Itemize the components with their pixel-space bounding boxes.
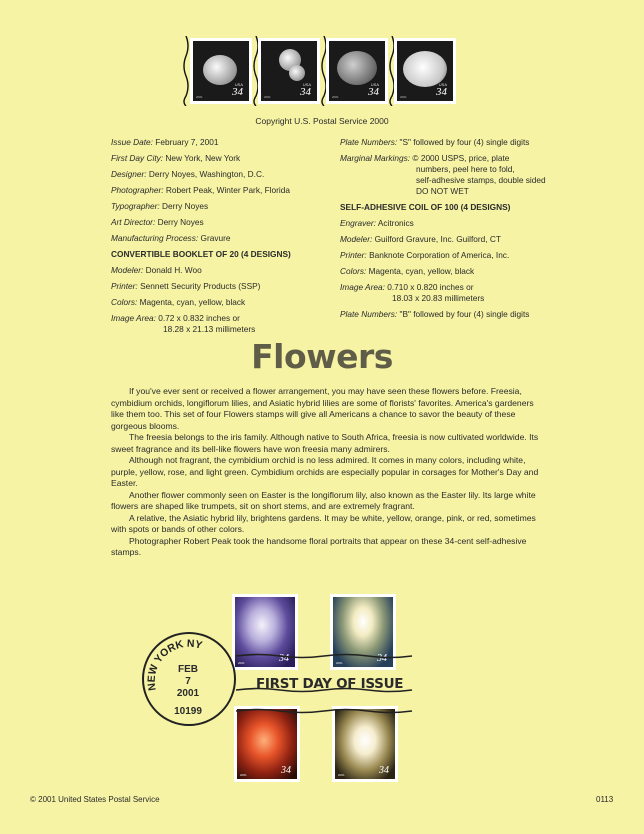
issue-date: February 7, 2001 bbox=[155, 137, 219, 147]
art-director-label: Art Director: bbox=[111, 217, 156, 227]
stamp-year: 2001 bbox=[196, 95, 203, 99]
coil-stamp-orchid bbox=[394, 38, 456, 104]
coil-colors: Magenta, cyan, yellow, black bbox=[368, 266, 475, 276]
stamp-year: 2001 bbox=[332, 95, 339, 99]
stamp-year: 2001 bbox=[238, 661, 245, 665]
manufacturing-label: Manufacturing Process: bbox=[111, 233, 199, 243]
image-area-line-1: 0.72 x 0.832 inches or bbox=[158, 313, 240, 323]
marginal-markings-line-2: numbers, peel here to fold, bbox=[416, 164, 515, 174]
coil-stamp-strip bbox=[182, 34, 458, 108]
marginal-markings-label: Marginal Markings: bbox=[340, 153, 411, 163]
plate-numbers-label: Plate Numbers: bbox=[340, 137, 398, 147]
paragraph: If you've ever sent or received a flower arrangement, you may have seen these flowers before. Freesia, cymbidium orchids, longiflorum lilies, and Asiatic hybrid lilies are some of florists' favorites. America's gardeners like them too. This set of four Flowers stamps will give all Americans a chance to savor the beauty of these gorgeous blooms. bbox=[111, 386, 534, 431]
stamp-year: 2001 bbox=[400, 95, 407, 99]
booklet-heading: CONVERTIBLE BOOKLET OF 20 (4 DESIGNS) bbox=[111, 249, 291, 259]
footer-copyright: © 2001 United States Postal Service bbox=[30, 795, 160, 804]
right-details bbox=[340, 137, 580, 325]
coil-image-area-label: Image Area: bbox=[340, 282, 385, 292]
art-director: Derry Noyes bbox=[157, 217, 204, 227]
postmark-year: 2001 bbox=[176, 688, 200, 699]
designer-label: Designer: bbox=[111, 169, 147, 179]
stamp-year: 2001 bbox=[264, 95, 271, 99]
coil-colors-label: Colors: bbox=[340, 266, 367, 276]
coil-stamp-asiatic-lily bbox=[326, 38, 388, 104]
first-day-city: New York, New York bbox=[165, 153, 241, 163]
stamp-denomination: 34 bbox=[279, 653, 289, 664]
footer-code: 0113 bbox=[596, 795, 614, 804]
stamp-denomination: 34 bbox=[368, 86, 379, 98]
designer: Derry Noyes, Washington, D.C. bbox=[148, 169, 265, 179]
coil-modeler-label: Modeler: bbox=[340, 234, 373, 244]
stamp-denomination: 34 bbox=[232, 86, 243, 98]
marginal-markings-line-3: self-adhesive stamps, double sided bbox=[416, 175, 546, 185]
image-area-line-2: 18.28 x 21.13 millimeters bbox=[163, 324, 256, 334]
modeler-label: Modeler: bbox=[111, 265, 144, 275]
printer: Sennett Security Products (SSP) bbox=[140, 281, 261, 291]
postmark-zip: 10199 bbox=[174, 706, 202, 717]
first-day-of-issue-text: FIRST DAY OF ISSUE bbox=[256, 676, 404, 692]
coil-connector bbox=[182, 36, 190, 106]
stamp-denomination: 34 bbox=[379, 765, 389, 776]
marginal-markings-line-4: DO NOT WET bbox=[416, 186, 469, 196]
manufacturing: Gravure bbox=[200, 233, 231, 243]
stamp-year: 2001 bbox=[240, 773, 247, 777]
coil-image-area-line-1: 0.710 x 0.820 inches or bbox=[387, 282, 474, 292]
first-day-stamp-asiatic-lily bbox=[234, 706, 300, 782]
paragraph: Another flower commonly seen on Easter is the longiflorum lily, also known as the Easter lily. Its large white flowers are shaped like trumpets, sit on short stems, and are extremely fragrant. bbox=[111, 489, 536, 511]
stamp-denomination: 34 bbox=[281, 765, 291, 776]
image-area-label: Image Area: bbox=[111, 313, 156, 323]
coil-printer: Banknote Corporation of America, Inc. bbox=[369, 250, 510, 260]
first-day-stamp-orchid bbox=[332, 706, 398, 782]
modeler: Donald H. Woo bbox=[145, 265, 202, 275]
coil-modeler: Guilford Gravure, Inc. Guilford, CT bbox=[374, 234, 501, 244]
postmark-city: NEW YORK NY bbox=[145, 637, 204, 692]
body-text bbox=[111, 386, 541, 559]
page-title: Flowers bbox=[251, 337, 393, 376]
copyright-top: Copyright U.S. Postal Service 2000 bbox=[255, 116, 389, 126]
stamp-usa-text: USA bbox=[438, 82, 447, 87]
typographer-label: Typographer: bbox=[111, 201, 160, 211]
coil-plate-numbers: "B" followed by four (4) single digits bbox=[399, 309, 530, 319]
colors-label: Colors: bbox=[111, 297, 138, 307]
coil-heading: SELF-ADHESIVE COIL OF 100 (4 DESIGNS) bbox=[340, 202, 511, 212]
postmark-month: FEB bbox=[178, 664, 198, 675]
colors: Magenta, cyan, yellow, black bbox=[139, 297, 246, 307]
plate-numbers: "S" followed by four (4) single digits bbox=[399, 137, 530, 147]
printer-label: Printer: bbox=[111, 281, 138, 291]
issue-date-label: Issue Date: bbox=[111, 137, 153, 147]
stamp-denomination: 34 bbox=[436, 86, 447, 98]
stamp-denomination: 34 bbox=[300, 86, 311, 98]
stamp-year: 2001 bbox=[336, 661, 343, 665]
postmark bbox=[142, 632, 238, 728]
paragraph: A relative, the Asiatic hybrid lily, brightens gardens. It may be white, yellow, orange, pink, or red, sometimes with spots or bands of other colors. bbox=[111, 512, 536, 534]
stamp-usa-text: USA bbox=[234, 82, 243, 87]
coil-image-area-line-2: 18.03 x 20.83 millimeters bbox=[392, 293, 485, 303]
cancellation-lines bbox=[236, 706, 414, 716]
stamp-denomination: 34 bbox=[377, 653, 387, 664]
photographer: Robert Peak, Winter Park, Florida bbox=[165, 185, 290, 195]
coil-printer-label: Printer: bbox=[340, 250, 367, 260]
marginal-markings-line-1: © 2000 USPS, price, plate bbox=[412, 153, 510, 163]
stamp-year: 2001 bbox=[338, 773, 345, 777]
typographer: Derry Noyes bbox=[162, 201, 209, 211]
coil-plate-numbers-label: Plate Numbers: bbox=[340, 309, 398, 319]
paragraph: Although not fragrant, the cymbidium orchid is no less admired. It comes in many colors, including white, purple, yellow, rose, and light green. Cymbidium orchids are especially popular in corsages for Mother's Day and Easter. bbox=[111, 455, 539, 488]
left-details bbox=[111, 137, 326, 335]
stamp-usa-text: USA bbox=[370, 82, 379, 87]
coil-stamp-freesia bbox=[258, 38, 320, 104]
first-day-city-label: First Day City: bbox=[111, 153, 164, 163]
engraver: Acitronics bbox=[377, 218, 414, 228]
postmark-day: 7 bbox=[185, 676, 191, 687]
photographer-label: Photographer: bbox=[111, 185, 164, 195]
engraver-label: Engraver: bbox=[340, 218, 376, 228]
coil-stamp-lily bbox=[190, 38, 252, 104]
paragraph: The freesia belongs to the iris family. Although native to South Africa, freesia is now cultivated worldwide. Its sweet fragrance and its bell-like flowers have won freesia many admirers. bbox=[111, 432, 539, 454]
paragraph: Photographer Robert Peak took the handsome floral portraits that appear on these 34-cent self-adhesive stamps. bbox=[111, 535, 527, 557]
stamp-usa-text: USA bbox=[302, 82, 311, 87]
